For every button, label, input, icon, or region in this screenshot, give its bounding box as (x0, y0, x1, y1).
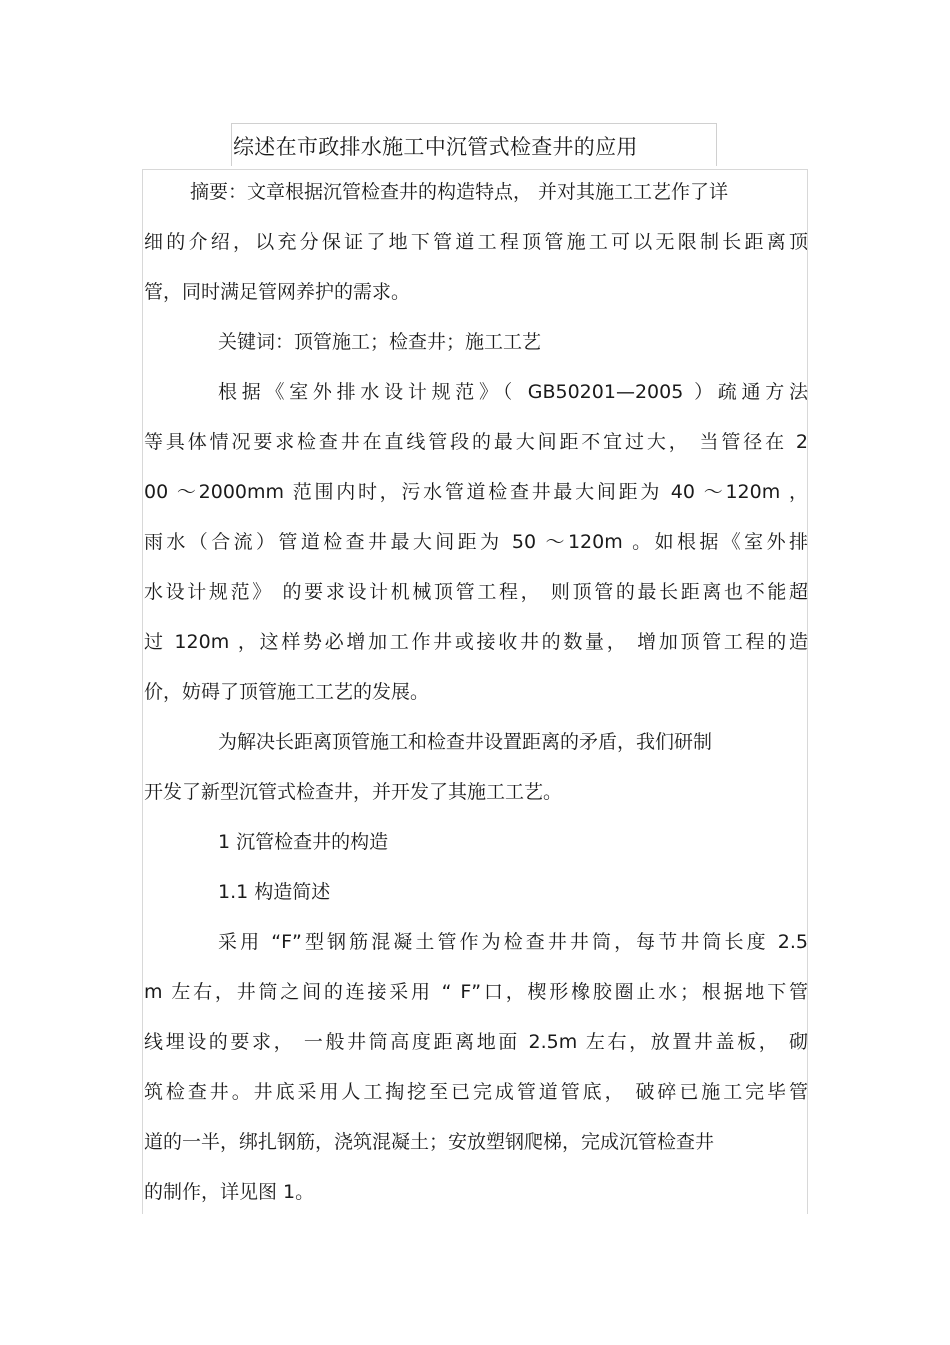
paragraph-3-line-6: 的制作，详见图 1。 (144, 1181, 315, 1203)
section-heading-1: 1 沉管检查井的构造 (218, 831, 389, 853)
paragraph-3-line-5: 道的一半，绑扎钢筋，浇筑混凝土；安放塑钢爬梯，完成沉管检查井 (144, 1131, 715, 1153)
abstract-line-1: 摘要：文章根据沉管检查井的构造特点， 并对其施工工艺作了详 (190, 181, 729, 203)
paragraph-1-line-7: 价，妨碍了顶管施工工艺的发展。 (144, 681, 430, 703)
paragraph-1-line-3: 00 ～2000mm 范围内时，污水管道检查井最大间距为 40 ～120m ， (144, 481, 808, 503)
paragraph-1-line-1: 根据《室外排水设计规范》（ GB50201—2005 ）疏通方法 (218, 381, 808, 403)
section-heading-1-1: 1.1 构造简述 (218, 881, 331, 903)
paragraph-3-line-1: 采用 “F”型钢筋混凝土管作为检查井井筒，每节井筒长度 2.5 (218, 931, 808, 953)
paragraph-2-line-2: 开发了新型沉管式检查井，并开发了其施工工艺。 (144, 781, 563, 803)
paragraph-1-line-5: 水设计规范》 的要求设计机械顶管工程， 则顶管的最长距离也不能超 (144, 581, 808, 603)
paragraph-1-line-6: 过 120m ，这样势必增加工作井或接收井的数量， 增加顶管工程的造 (144, 631, 808, 653)
document-title: 综述在市政排水施工中沉管式检查井的应用 (233, 135, 638, 159)
paragraph-2-line-1: 为解决长距离顶管施工和检查井设置距离的矛盾，我们研制 (218, 731, 713, 753)
paragraph-1-line-2: 等具体情况要求检查井在直线管段的最大间距不宜过大， 当管径在 2 (144, 431, 808, 453)
abstract-line-3: 管，同时满足管网养护的需求。 (144, 281, 411, 303)
paragraph-3-line-2: m 左右，井筒之间的连接采用 “ F”口，楔形橡胶圈止水；根据地下管 (144, 981, 808, 1003)
keywords-line: 关键词：顶管施工；检查井；施工工艺 (218, 331, 542, 353)
abstract-line-2: 细的介绍，以充分保证了地下管道工程顶管施工可以无限制长距离顶 (144, 231, 808, 253)
paragraph-3-line-4: 筑检查井。井底采用人工掏挖至已完成管道管底， 破碎已施工完毕管 (144, 1081, 808, 1103)
paragraph-1-line-4: 雨水（合流）管道检查井最大间距为 50 ～120m 。如根据《室外排 (144, 531, 808, 553)
paragraph-3-line-3: 线埋设的要求， 一般井筒高度距离地面 2.5m 左右，放置井盖板， 砌 (144, 1031, 808, 1053)
